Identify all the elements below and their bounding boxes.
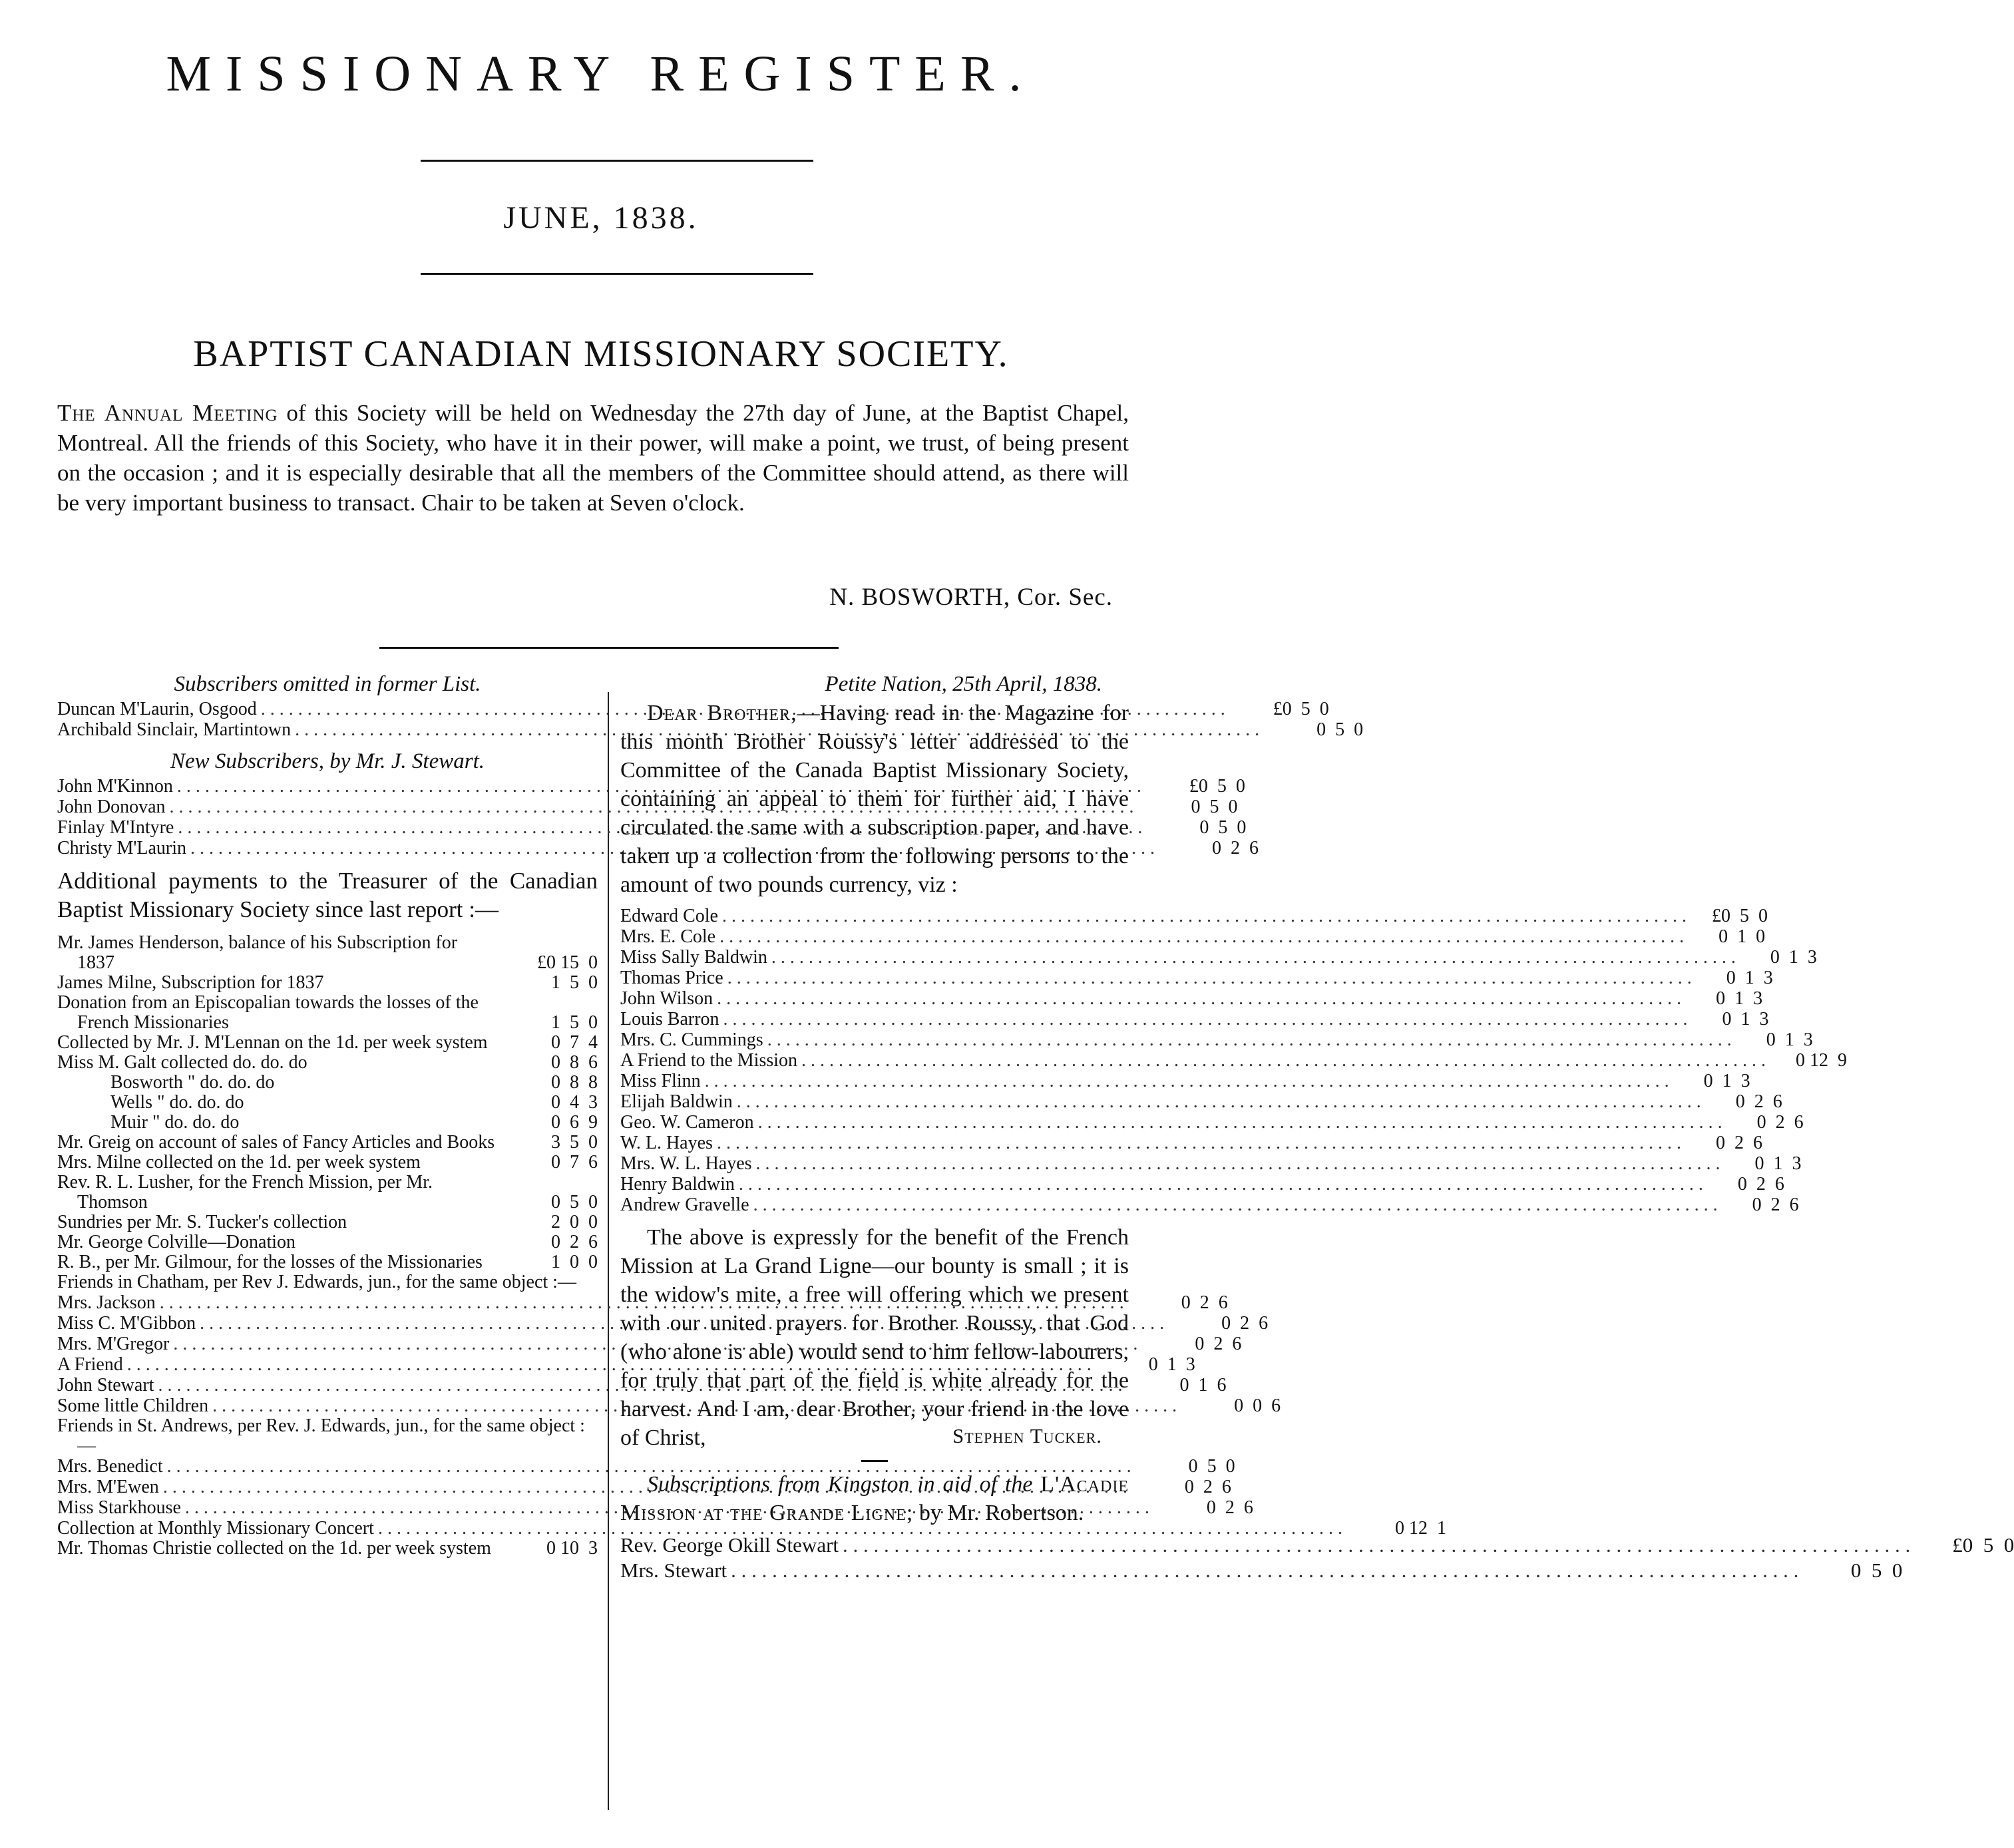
payment-entry bbox=[57, 993, 598, 1033]
entry-amount: 0 1 3 bbox=[1766, 1029, 1813, 1050]
collection-donor bbox=[620, 988, 1763, 1009]
payment-text: R. B., per Mr. Gilmour, for the losses of the Missionaries bbox=[57, 1252, 483, 1272]
entry-amount: 0 2 6 bbox=[1715, 1133, 1762, 1153]
leader-dots bbox=[717, 1133, 1681, 1153]
leader-dots bbox=[731, 1558, 1798, 1583]
entry-amount: 0 12 1 bbox=[1394, 1518, 1446, 1539]
kingston-heading-italic: Subscriptions from Kingston in aid of the bbox=[647, 1472, 1033, 1497]
payment-text: Sundries per Mr. S. Tucker's collection bbox=[57, 1212, 347, 1232]
entry-amount: 0 2 6 bbox=[1206, 1497, 1253, 1518]
payment-entry bbox=[57, 1073, 598, 1093]
collection-donor bbox=[620, 1029, 1813, 1050]
entry-amount: 0 1 0 bbox=[1718, 926, 1766, 947]
payments-list bbox=[57, 933, 598, 1272]
kingston-heading bbox=[620, 1470, 1129, 1527]
leader-dots bbox=[739, 1174, 1703, 1195]
entry-name: John Wilson bbox=[620, 988, 713, 1009]
entry-name: Mrs. M'Gregor bbox=[57, 1334, 170, 1354]
leader-dots bbox=[756, 1153, 1720, 1174]
collection-donor bbox=[620, 1091, 1782, 1112]
payment-amount: 3 5 0 bbox=[551, 1132, 598, 1153]
notice-lead: The bbox=[57, 400, 96, 426]
entry-amount: 0 1 3 bbox=[1754, 1153, 1802, 1174]
payment-amount: 0 4 3 bbox=[551, 1092, 598, 1113]
new-subscriber bbox=[57, 817, 1247, 838]
letter-dateline: Petite Nation, 25th April, 1838. bbox=[825, 672, 1102, 696]
christie-amount: 0 10 3 bbox=[546, 1538, 598, 1559]
entry-name: Miss Starkhouse bbox=[57, 1497, 181, 1518]
entry-name: John Donovan bbox=[57, 797, 166, 817]
payment-entry bbox=[57, 1133, 598, 1153]
collection-donor bbox=[620, 947, 1817, 968]
payment-text: Rev. R. L. Lusher, for the French Mission, per Mr. Thomson bbox=[57, 1172, 433, 1212]
kingston-heading-end: by Mr. Robertson. bbox=[918, 1501, 1084, 1525]
leader-dots bbox=[767, 1029, 1732, 1050]
payment-amount: 1 0 0 bbox=[551, 1252, 598, 1272]
entry-name: Finlay M'Intyre bbox=[57, 817, 174, 838]
entry-amount: 0 5 0 bbox=[1199, 817, 1247, 838]
date-rule bbox=[421, 273, 813, 275]
entry-name: Geo. W. Cameron bbox=[620, 1112, 754, 1133]
payment-text: James Milne, Subscription for 1837 bbox=[57, 972, 324, 993]
collection-donor bbox=[620, 1050, 1848, 1071]
collection-donor bbox=[620, 926, 1766, 947]
entry-name: Edward Cole bbox=[620, 906, 718, 926]
entry-amount: 0 5 0 bbox=[1316, 719, 1364, 740]
entry-amount: 0 5 0 bbox=[1188, 1456, 1235, 1477]
entry-name: Collection at Monthly Missionary Concert bbox=[57, 1518, 374, 1539]
new-subscribers-heading: New Subscribers, by Mr. J. Stewart. bbox=[170, 749, 485, 773]
entry-amount: 0 1 3 bbox=[1726, 968, 1773, 988]
entry-name: Mrs. Benedict bbox=[57, 1456, 163, 1477]
entry-name: Rev. George Okill Stewart bbox=[620, 1533, 839, 1557]
entry-amount: 0 1 3 bbox=[1148, 1354, 1195, 1375]
entry-amount: £0 5 0 bbox=[1273, 699, 1329, 719]
leader-dots bbox=[705, 1071, 1669, 1091]
entry-name: Christy M'Laurin bbox=[57, 838, 187, 858]
entry-amount: 0 2 6 bbox=[1756, 1112, 1804, 1133]
entry-name: Archibald Sinclair, Martintown bbox=[57, 719, 292, 740]
payment-entry bbox=[57, 1093, 598, 1113]
payment-text: Wells " do. do. do bbox=[110, 1092, 244, 1113]
entry-amount: 0 5 0 bbox=[1191, 797, 1238, 817]
collection-donor bbox=[620, 1195, 1799, 1215]
payment-amount: 2 0 0 bbox=[551, 1212, 598, 1232]
christie-entry bbox=[57, 1539, 598, 1559]
entry-amount: 0 5 0 bbox=[1850, 1559, 1903, 1582]
payment-entry bbox=[57, 973, 598, 993]
entry-name: Some little Children bbox=[57, 1395, 209, 1416]
collection-list bbox=[620, 906, 1848, 1215]
payment-amount: 1 5 0 bbox=[551, 1012, 598, 1033]
chatham-donor bbox=[57, 1334, 1242, 1354]
new-subscriber bbox=[57, 776, 1245, 797]
payment-text: Bosworth " do. do. do bbox=[110, 1072, 275, 1093]
notice-annual-meeting: Annual Meeting bbox=[104, 400, 278, 426]
masthead-rule bbox=[421, 160, 813, 162]
entry-name: Mrs. C. Cummings bbox=[620, 1029, 763, 1050]
christie-text: Mr. Thomas Christie collected on the 1d. per week system bbox=[57, 1538, 491, 1559]
issue-date: JUNE, 1838. bbox=[503, 200, 699, 236]
payment-text: Mrs. Milne collected on the 1d. per week system bbox=[57, 1152, 421, 1173]
entry-amount: 0 2 6 bbox=[1737, 1174, 1784, 1195]
meeting-notice bbox=[57, 398, 1129, 518]
notice-signature: N. BOSWORTH, Cor. Sec. bbox=[829, 584, 1113, 611]
payment-entry bbox=[57, 1232, 598, 1252]
entry-amount: 0 1 3 bbox=[1770, 947, 1817, 968]
entry-name: Duncan M'Laurin, Osgood bbox=[57, 699, 257, 719]
payment-amount: 1 5 0 bbox=[551, 972, 598, 993]
entry-name: Mrs. Jackson bbox=[57, 1292, 156, 1313]
entry-name: Mrs. W. L. Hayes bbox=[620, 1153, 752, 1174]
entry-name: A Friend to the Mission bbox=[620, 1050, 798, 1071]
payment-amount: £0 15 0 bbox=[537, 952, 598, 973]
omitted-heading: Subscribers omitted in former List. bbox=[174, 672, 481, 696]
kingston-heading-sc: L'Acadie Mission at the Grande Ligne; bbox=[620, 1472, 1129, 1525]
entry-amount: 0 0 6 bbox=[1234, 1395, 1281, 1416]
leader-dots bbox=[753, 1195, 1718, 1215]
new-subscriber bbox=[57, 838, 1259, 858]
entry-amount: 0 1 3 bbox=[1716, 988, 1763, 1009]
entry-name: Henry Baldwin bbox=[620, 1174, 735, 1195]
entry-name: A Friend bbox=[57, 1354, 123, 1375]
society-title: BAPTIST CANADIAN MISSIONARY SOCIETY. bbox=[193, 333, 1009, 375]
collection-donor bbox=[620, 1009, 1769, 1029]
payment-text: Miss M. Galt collected do. do. do bbox=[57, 1052, 307, 1073]
collection-donor bbox=[620, 906, 1768, 926]
chatham-donor bbox=[57, 1313, 1269, 1334]
omitted-subscriber bbox=[57, 719, 1364, 740]
entry-amount: 0 1 3 bbox=[1722, 1009, 1769, 1029]
entry-amount: 0 2 6 bbox=[1184, 1477, 1231, 1497]
entry-name: Elijah Baldwin bbox=[620, 1091, 733, 1112]
entry-amount: 0 1 6 bbox=[1179, 1375, 1227, 1395]
leader-dots bbox=[843, 1533, 1910, 1558]
entry-amount: 0 2 6 bbox=[1735, 1091, 1782, 1112]
letter-closing: The above is expressly for the benefit of the French Mission at La Grand Ligne—our bounty is small ; it is the widow's mite, a free will offering which we present with our united prayers for Brother Roussy, that God (who alone is able) would send to him fellow-labourers, for truly that part of the field is white already for the harvest. And I am, dear Brother, your friend in the love of Christ, bbox=[620, 1225, 1129, 1450]
chatham-donor bbox=[57, 1395, 1281, 1416]
letter-body: —Having read in the Magazine for this month Brother Roussy's letter addressed to the Committee of the Canada Baptist Missionary Society, containing an appeal to them for further aid, I have circulated the same with a subscription paper, and have taken up a collection from the following persons to the amount of two pounds currency, viz : bbox=[620, 701, 1129, 897]
entry-amount: 0 2 6 bbox=[1212, 838, 1259, 858]
payment-entry bbox=[57, 1153, 598, 1173]
entry-name: Miss Flinn bbox=[620, 1071, 701, 1091]
entry-name: Andrew Gravelle bbox=[620, 1195, 749, 1215]
section-rule bbox=[379, 647, 839, 649]
letter-body-paragraph bbox=[620, 699, 1129, 899]
kingston-donor bbox=[620, 1558, 1903, 1583]
leader-dots bbox=[719, 926, 1684, 947]
collection-donor bbox=[620, 1112, 1804, 1133]
payment-entry bbox=[57, 1033, 598, 1053]
payment-amount: 0 5 0 bbox=[551, 1192, 598, 1212]
chatham-donor bbox=[57, 1354, 1195, 1375]
chatham-donor bbox=[57, 1375, 1227, 1395]
payment-text: Mr. James Henderson, balance of his Subscription for 1837 bbox=[57, 932, 458, 973]
collection-donor bbox=[620, 968, 1773, 988]
entry-amount: £0 5 0 bbox=[1952, 1533, 2014, 1557]
payment-amount: 0 8 6 bbox=[551, 1052, 598, 1073]
collection-donor bbox=[620, 1153, 1802, 1174]
leader-dots bbox=[723, 1009, 1688, 1029]
payment-amount: 0 6 9 bbox=[551, 1112, 598, 1133]
entry-amount: 0 2 6 bbox=[1221, 1313, 1269, 1334]
payment-amount: 0 7 4 bbox=[551, 1032, 598, 1053]
entry-amount: 0 2 6 bbox=[1752, 1195, 1799, 1215]
entry-name: Miss Sally Baldwin bbox=[620, 947, 767, 968]
leader-dots bbox=[801, 1050, 1766, 1071]
entry-name: Mrs. Stewart bbox=[620, 1559, 727, 1582]
entry-name: Mrs. E. Cole bbox=[620, 926, 716, 947]
payment-text: Mr. George Colville—Donation bbox=[57, 1232, 296, 1252]
column-separator bbox=[608, 692, 609, 1810]
letter-salutation: Dear Brother, bbox=[647, 701, 797, 725]
leader-dots bbox=[771, 947, 1736, 968]
entry-name: W. L. Hayes bbox=[620, 1133, 713, 1153]
kingston-rule bbox=[861, 1460, 888, 1462]
chatham-donor bbox=[57, 1292, 1228, 1313]
leader-dots bbox=[727, 968, 1692, 988]
payment-amount: 0 7 6 bbox=[551, 1152, 598, 1173]
entry-name: Miss C. M'Gibbon bbox=[57, 1313, 196, 1334]
letter-signer: Stephen Tucker. bbox=[952, 1424, 1102, 1447]
payment-text: Muir " do. do. do bbox=[110, 1112, 240, 1133]
entry-amount: £0 5 0 bbox=[1189, 776, 1245, 797]
standrews-intro: Friends in St. Andrews, per Rev. J. Edwards, jun., for the same object :— bbox=[57, 1415, 585, 1456]
entry-amount: 0 2 6 bbox=[1195, 1334, 1242, 1354]
masthead-title: MISSIONARY REGISTER. bbox=[166, 46, 1036, 102]
payment-text: Donation from an Episcopalian towards the losses of the French Missionaries bbox=[57, 992, 479, 1033]
payment-entry bbox=[57, 1113, 598, 1133]
entry-name: John M'Kinnon bbox=[57, 776, 173, 797]
entry-amount: 0 2 6 bbox=[1181, 1292, 1228, 1313]
leader-dots bbox=[737, 1091, 1701, 1112]
leader-dots bbox=[717, 988, 1681, 1009]
entry-name: Thomas Price bbox=[620, 968, 723, 988]
payment-entry bbox=[57, 1173, 598, 1212]
kingston-donor bbox=[620, 1533, 2014, 1558]
payment-text: Mr. Greig on account of sales of Fancy Articles and Books bbox=[57, 1132, 495, 1153]
entry-amount: 0 12 9 bbox=[1796, 1050, 1848, 1071]
kingston-list bbox=[620, 1533, 2014, 1583]
leader-dots bbox=[758, 1112, 1722, 1133]
collection-donor bbox=[620, 1071, 1750, 1091]
collection-donor bbox=[620, 1133, 1762, 1153]
payment-entry bbox=[57, 1053, 598, 1073]
payment-amount: 0 8 8 bbox=[551, 1072, 598, 1093]
notice-body: of this Society will be held on Wednesday the 27th day of June, at the Baptist Chapel, Montreal. All the friends of this Society, who have it in their power, will make a point, we trust, of being present on the occasion ; and it is especially desirable that all the members of the Committee should attend, as there will be very important business to transact. Chair to be taken at Seven o'clock. bbox=[57, 400, 1129, 516]
leader-dots bbox=[722, 906, 1687, 926]
entry-name: Mrs. M'Ewen bbox=[57, 1477, 159, 1497]
chatham-intro: Friends in Chatham, per Rev J. Edwards, jun., for the same object :— bbox=[57, 1272, 576, 1292]
standrews-donor bbox=[57, 1518, 1446, 1539]
collection-donor bbox=[620, 1174, 1784, 1195]
new-subscribers-list bbox=[57, 776, 1259, 858]
payment-amount: 0 2 6 bbox=[551, 1232, 598, 1252]
entry-amount: £0 5 0 bbox=[1711, 906, 1768, 926]
payment-entry bbox=[57, 933, 598, 973]
payment-entry bbox=[57, 1212, 598, 1232]
payment-text: Collected by Mr. J. M'Lennan on the 1d. per week system bbox=[57, 1032, 488, 1053]
entry-name: John Stewart bbox=[57, 1375, 154, 1395]
entry-amount: 0 1 3 bbox=[1703, 1071, 1750, 1091]
payment-entry bbox=[57, 1252, 598, 1272]
additional-payments-intro: Additional payments to the Treasurer of the Canadian Baptist Missionary Society since last report :— bbox=[57, 868, 598, 922]
new-subscriber bbox=[57, 797, 1238, 817]
standrews-donor bbox=[57, 1456, 1235, 1477]
entry-name: Louis Barron bbox=[620, 1009, 719, 1029]
